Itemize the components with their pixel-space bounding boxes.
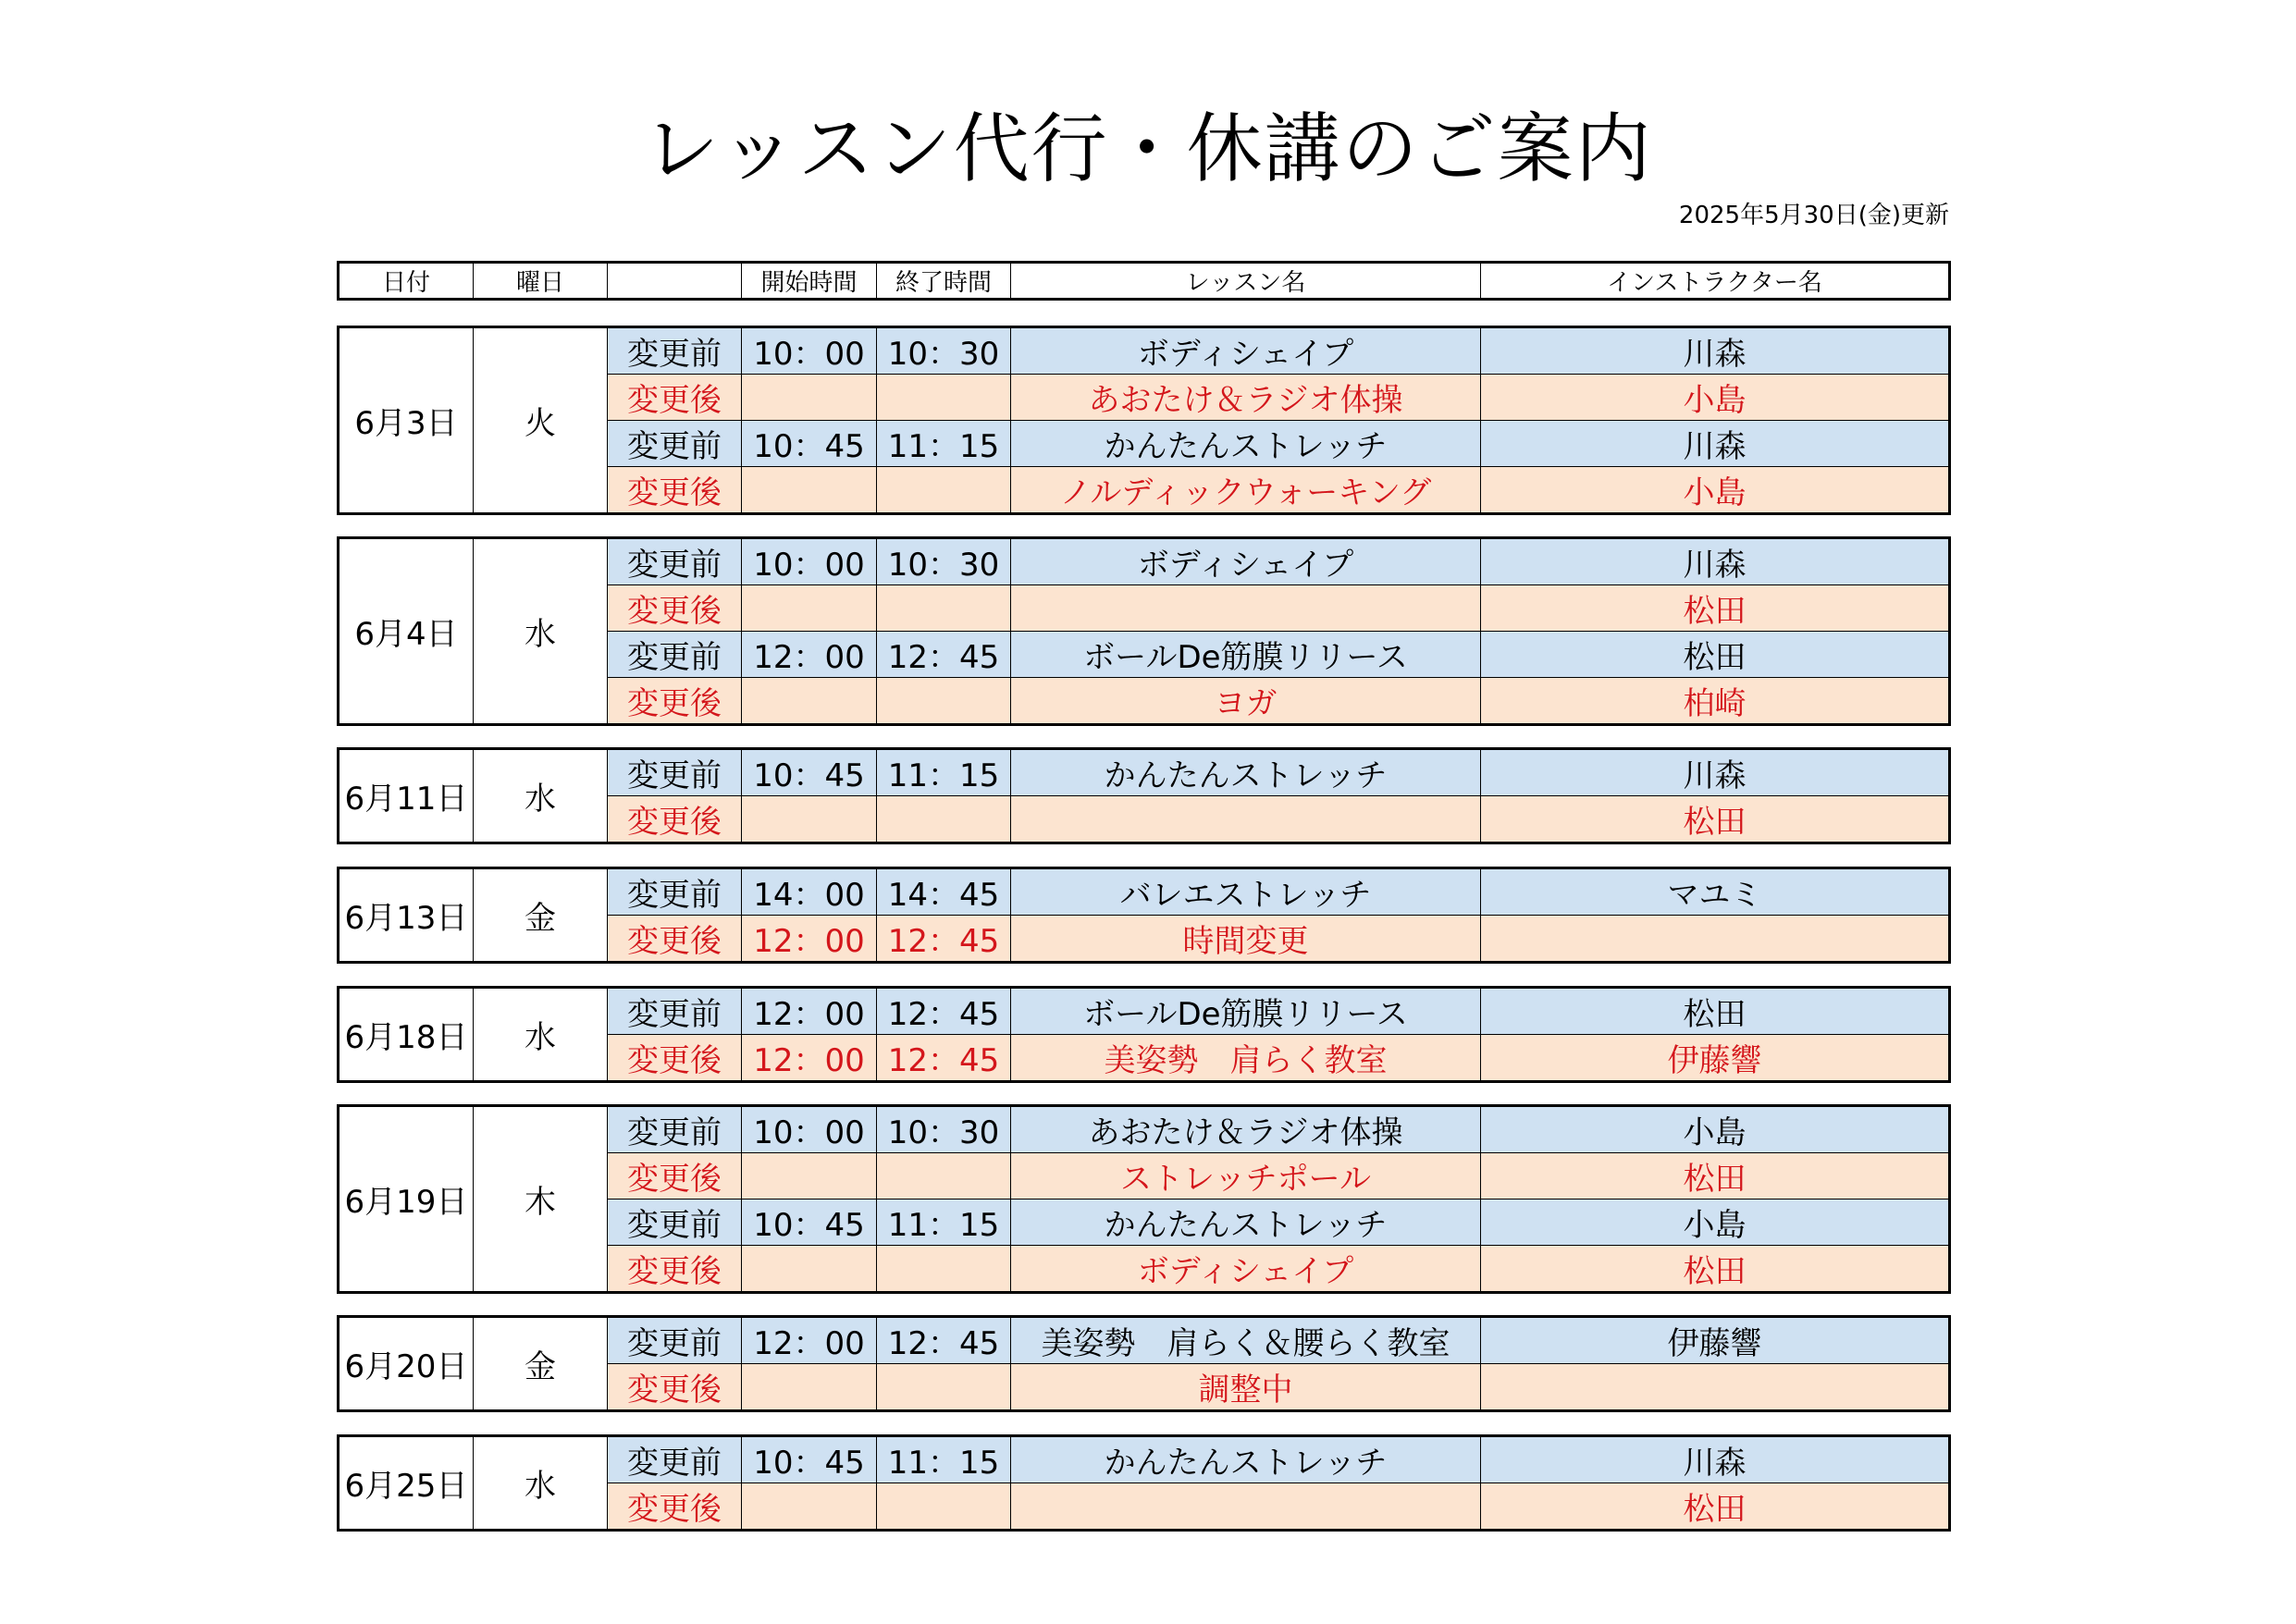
schedule-group <box>337 536 1951 726</box>
start-time-cell: 12：00 <box>742 988 877 1035</box>
instructor-cell: 伊藤響 <box>1481 1035 1950 1082</box>
end-time-cell <box>877 375 1011 421</box>
end-time-cell: 11：15 <box>877 1200 1011 1246</box>
lesson-name-cell <box>1011 796 1481 843</box>
start-time-cell <box>742 585 877 632</box>
lesson-name-cell: 美姿勢 肩らく教室 <box>1011 1035 1481 1082</box>
start-time-cell: 10：45 <box>742 1436 877 1483</box>
instructor-cell: 川森 <box>1481 749 1950 796</box>
status-cell: 変更後 <box>608 1364 742 1411</box>
start-time-cell: 14：00 <box>742 868 877 916</box>
table-row <box>339 538 1950 585</box>
end-time-cell <box>877 1364 1011 1411</box>
page-title: レッスン代行・休講のご案内 <box>643 105 1653 193</box>
end-time-cell <box>877 678 1011 725</box>
status-cell: 変更後 <box>608 1246 742 1293</box>
weekday-cell: 水 <box>474 749 608 843</box>
end-time-cell: 12：45 <box>877 1317 1011 1364</box>
updated-date: 2025年5月30日(金)更新 <box>1678 202 1949 229</box>
instructor-cell: 川森 <box>1481 421 1950 467</box>
instructor-cell <box>1481 916 1950 963</box>
schedule-group <box>337 986 1951 1083</box>
weekday-cell: 金 <box>474 868 608 963</box>
instructor-cell: 松田 <box>1481 1483 1950 1531</box>
lesson-name-cell: あおたけ＆ラジオ体操 <box>1011 1106 1481 1153</box>
table-row <box>339 327 1950 375</box>
lesson-name-cell: 美姿勢 肩らく＆腰らく教室 <box>1011 1317 1481 1364</box>
lesson-name-cell: かんたんストレッチ <box>1011 749 1481 796</box>
status-cell: 変更前 <box>608 327 742 375</box>
weekday-cell: 木 <box>474 1106 608 1293</box>
start-time-cell: 12：00 <box>742 632 877 678</box>
status-cell: 変更後 <box>608 467 742 514</box>
start-time-cell <box>742 375 877 421</box>
date-cell: 6月19日 <box>339 1106 474 1293</box>
end-time-cell: 12：45 <box>877 916 1011 963</box>
end-time-cell: 11：15 <box>877 1436 1011 1483</box>
instructor-cell: 松田 <box>1481 988 1950 1035</box>
header-lesson: レッスン名 <box>1011 263 1481 300</box>
lesson-name-cell: ノルディックウォーキング <box>1011 467 1481 514</box>
lesson-name-cell: あおたけ＆ラジオ体操 <box>1011 375 1481 421</box>
header-status <box>608 263 742 300</box>
end-time-cell: 11：15 <box>877 749 1011 796</box>
instructor-cell: 伊藤響 <box>1481 1317 1950 1364</box>
status-cell: 変更後 <box>608 796 742 843</box>
date-cell: 6月4日 <box>339 538 474 725</box>
status-cell: 変更後 <box>608 375 742 421</box>
instructor-cell: 松田 <box>1481 1246 1950 1293</box>
lesson-name-cell: ボディシェイプ <box>1011 327 1481 375</box>
status-cell: 変更前 <box>608 749 742 796</box>
instructor-cell: 小島 <box>1481 1106 1950 1153</box>
table-row <box>339 988 1950 1035</box>
lesson-name-cell: 時間変更 <box>1011 916 1481 963</box>
schedule-group <box>337 747 1951 844</box>
table-row <box>339 1106 1950 1153</box>
schedule-group <box>337 867 1951 964</box>
start-time-cell <box>742 467 877 514</box>
lesson-name-cell: ヨガ <box>1011 678 1481 725</box>
end-time-cell <box>877 467 1011 514</box>
start-time-cell: 10：45 <box>742 1200 877 1246</box>
start-time-cell: 10：45 <box>742 749 877 796</box>
status-cell: 変更前 <box>608 1317 742 1364</box>
status-cell: 変更前 <box>608 632 742 678</box>
lesson-name-cell: ボールDe筋膜リリース <box>1011 632 1481 678</box>
header-date: 日付 <box>339 263 474 300</box>
header-end: 終了時間 <box>877 263 1011 300</box>
schedule-group <box>337 1315 1951 1412</box>
status-cell: 変更前 <box>608 988 742 1035</box>
instructor-cell: 柏崎 <box>1481 678 1950 725</box>
lesson-name-cell: 調整中 <box>1011 1364 1481 1411</box>
lesson-name-cell <box>1011 585 1481 632</box>
start-time-cell <box>742 1246 877 1293</box>
end-time-cell: 14：45 <box>877 868 1011 916</box>
status-cell: 変更前 <box>608 538 742 585</box>
start-time-cell <box>742 1483 877 1531</box>
status-cell: 変更前 <box>608 1106 742 1153</box>
end-time-cell <box>877 1153 1011 1200</box>
schedule-group <box>337 326 1951 515</box>
end-time-cell: 12：45 <box>877 632 1011 678</box>
start-time-cell: 12：00 <box>742 916 877 963</box>
instructor-cell <box>1481 1364 1950 1411</box>
lesson-name-cell <box>1011 1483 1481 1531</box>
status-cell: 変更後 <box>608 1483 742 1531</box>
end-time-cell: 10：30 <box>877 1106 1011 1153</box>
start-time-cell: 10：00 <box>742 538 877 585</box>
status-cell: 変更後 <box>608 678 742 725</box>
instructor-cell: 小島 <box>1481 1200 1950 1246</box>
date-cell: 6月20日 <box>339 1317 474 1411</box>
end-time-cell <box>877 1483 1011 1531</box>
start-time-cell <box>742 1364 877 1411</box>
start-time-cell: 10：00 <box>742 327 877 375</box>
schedule-group <box>337 1434 1951 1532</box>
table-row <box>339 1317 1950 1364</box>
lesson-name-cell: かんたんストレッチ <box>1011 421 1481 467</box>
end-time-cell: 12：45 <box>877 988 1011 1035</box>
end-time-cell: 11：15 <box>877 421 1011 467</box>
instructor-cell: 松田 <box>1481 585 1950 632</box>
end-time-cell: 10：30 <box>877 538 1011 585</box>
schedule-group <box>337 1104 1951 1294</box>
schedule-header <box>337 261 1951 301</box>
start-time-cell: 12：00 <box>742 1317 877 1364</box>
instructor-cell: 川森 <box>1481 1436 1950 1483</box>
instructor-cell: 松田 <box>1481 796 1950 843</box>
start-time-cell <box>742 678 877 725</box>
status-cell: 変更後 <box>608 916 742 963</box>
header-dow: 曜日 <box>474 263 608 300</box>
lesson-name-cell: バレエストレッチ <box>1011 868 1481 916</box>
instructor-cell: 小島 <box>1481 467 1950 514</box>
table-row <box>339 1436 1950 1483</box>
end-time-cell: 10：30 <box>877 327 1011 375</box>
status-cell: 変更後 <box>608 1035 742 1082</box>
lesson-name-cell: ボールDe筋膜リリース <box>1011 988 1481 1035</box>
start-time-cell: 10：45 <box>742 421 877 467</box>
weekday-cell: 水 <box>474 538 608 725</box>
weekday-cell: 水 <box>474 1436 608 1531</box>
instructor-cell: 川森 <box>1481 538 1950 585</box>
date-cell: 6月13日 <box>339 868 474 963</box>
status-cell: 変更後 <box>608 585 742 632</box>
end-time-cell <box>877 796 1011 843</box>
header-start: 開始時間 <box>742 263 877 300</box>
end-time-cell <box>877 1246 1011 1293</box>
table-row <box>339 749 1950 796</box>
instructor-cell: 小島 <box>1481 375 1950 421</box>
start-time-cell <box>742 796 877 843</box>
weekday-cell: 金 <box>474 1317 608 1411</box>
date-cell: 6月3日 <box>339 327 474 514</box>
weekday-cell: 水 <box>474 988 608 1082</box>
end-time-cell: 12：45 <box>877 1035 1011 1082</box>
lesson-name-cell: ボディシェイプ <box>1011 1246 1481 1293</box>
end-time-cell <box>877 585 1011 632</box>
start-time-cell: 10：00 <box>742 1106 877 1153</box>
date-cell: 6月11日 <box>339 749 474 843</box>
status-cell: 変更前 <box>608 421 742 467</box>
lesson-name-cell: ストレッチポール <box>1011 1153 1481 1200</box>
start-time-cell <box>742 1153 877 1200</box>
status-cell: 変更前 <box>608 868 742 916</box>
instructor-cell: 松田 <box>1481 1153 1950 1200</box>
status-cell: 変更前 <box>608 1200 742 1246</box>
status-cell: 変更前 <box>608 1436 742 1483</box>
date-cell: 6月18日 <box>339 988 474 1082</box>
instructor-cell: 松田 <box>1481 632 1950 678</box>
instructor-cell: マユミ <box>1481 868 1950 916</box>
instructor-cell: 川森 <box>1481 327 1950 375</box>
status-cell: 変更後 <box>608 1153 742 1200</box>
lesson-name-cell: かんたんストレッチ <box>1011 1200 1481 1246</box>
lesson-name-cell: かんたんストレッチ <box>1011 1436 1481 1483</box>
weekday-cell: 火 <box>474 327 608 514</box>
date-cell: 6月25日 <box>339 1436 474 1531</box>
header-instructor: インストラクター名 <box>1481 263 1950 300</box>
table-row <box>339 868 1950 916</box>
lesson-name-cell: ボディシェイプ <box>1011 538 1481 585</box>
start-time-cell: 12：00 <box>742 1035 877 1082</box>
